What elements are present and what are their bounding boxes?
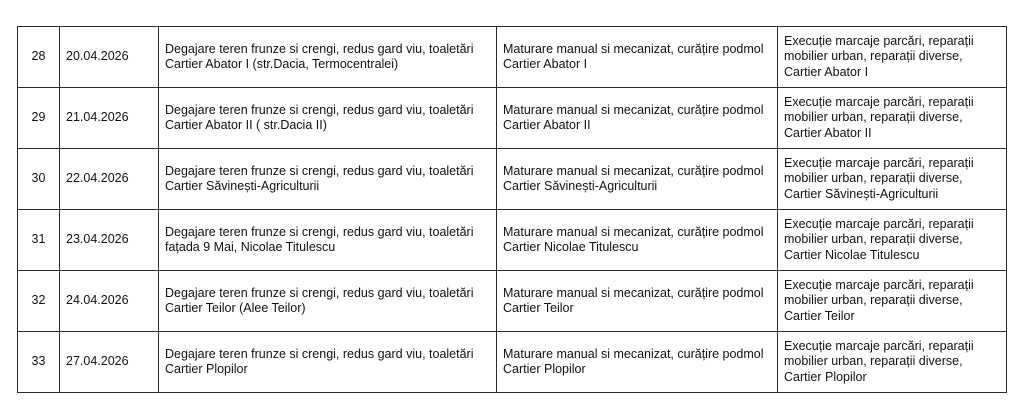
sweeping-task-line: Cartier Abator I — [503, 57, 588, 71]
sweeping-task-line: Cartier Nicolae Titulescu — [503, 240, 639, 254]
repairs-task-line: Execuție marcaje parcări, reparații — [784, 155, 974, 170]
sweeping-task-line: Maturare manual si mecanizat, curățire podmol — [503, 224, 764, 239]
sweeping-task-cell — [497, 27, 778, 88]
vegetation-task-line: Degajare teren frunze si crengi, redus gard viu, toaletări — [165, 102, 474, 117]
row-number-cell: 31 — [18, 210, 60, 271]
repairs-task-cell — [778, 271, 1007, 332]
table-row — [18, 332, 1007, 393]
schedule-table — [17, 26, 1007, 393]
date-cell: 20.04.2026 — [60, 27, 159, 88]
sweeping-task-line: Maturare manual si mecanizat, curățire podmol — [503, 285, 764, 300]
date-cell: 23.04.2026 — [60, 210, 159, 271]
vegetation-task-line: Cartier Abator II ( str.Dacia II) — [165, 118, 327, 132]
vegetation-task-cell — [159, 27, 497, 88]
sweeping-task-cell — [497, 332, 778, 393]
repairs-task-line: Execuție marcaje parcări, reparații — [784, 277, 974, 292]
vegetation-task-cell — [159, 271, 497, 332]
repairs-task-line: Execuție marcaje parcări, reparații — [784, 94, 974, 109]
row-number-cell: 33 — [18, 332, 60, 393]
vegetation-task-line: Degajare teren frunze si crengi, redus gard viu, toaletări — [165, 346, 474, 361]
vegetation-task-line: Degajare teren frunze si crengi, redus gard viu, toaletări — [165, 285, 474, 300]
repairs-task-line: Cartier Abator II — [784, 125, 872, 140]
repairs-task-line: Execuție marcaje parcări, reparații — [784, 216, 974, 231]
repairs-task-cell — [778, 88, 1007, 149]
repairs-task-cell — [778, 332, 1007, 393]
date-cell: 22.04.2026 — [60, 149, 159, 210]
table-row — [18, 271, 1007, 332]
repairs-task-line: Execuție marcaje parcări, reparații — [784, 338, 974, 353]
vegetation-task-line: Degajare teren frunze si crengi, redus gard viu, toaletări — [165, 224, 474, 239]
vegetation-task-cell — [159, 88, 497, 149]
sweeping-task-line: Maturare manual si mecanizat, curățire podmol — [503, 41, 764, 56]
sweeping-task-line: Maturare manual si mecanizat, curățire podmol — [503, 102, 764, 117]
repairs-task-cell — [778, 27, 1007, 88]
sweeping-task-line: Maturare manual si mecanizat, curățire podmol — [503, 163, 764, 178]
table-row — [18, 27, 1007, 88]
vegetation-task-line: Degajare teren frunze si crengi, redus gard viu, toaletări — [165, 163, 474, 178]
table-row — [18, 88, 1007, 149]
row-number-cell: 29 — [18, 88, 60, 149]
sweeping-task-cell — [497, 149, 778, 210]
repairs-task-cell — [778, 149, 1007, 210]
sweeping-task-line: Maturare manual si mecanizat, curățire podmol — [503, 346, 764, 361]
sweeping-task-line: Cartier Săvinești-Agriculturii — [503, 179, 658, 193]
date-cell: 21.04.2026 — [60, 88, 159, 149]
repairs-task-line: mobilier urban, reparații diverse, — [784, 49, 963, 64]
repairs-task-line: Cartier Săvinești-Agriculturii — [784, 186, 939, 201]
repairs-task-line: mobilier urban, reparații diverse, — [784, 232, 963, 247]
vegetation-task-line: Cartier Plopilor — [165, 362, 248, 376]
vegetation-task-cell — [159, 149, 497, 210]
row-number-cell: 28 — [18, 27, 60, 88]
repairs-task-line: mobilier urban, reparații diverse, — [784, 171, 963, 186]
repairs-task-line: Cartier Teilor — [784, 308, 855, 323]
repairs-task-line: mobilier urban, reparații diverse, — [784, 293, 963, 308]
table-row — [18, 210, 1007, 271]
repairs-task-line: Cartier Nicolae Titulescu — [784, 247, 920, 262]
vegetation-task-line: Cartier Săvinești-Agriculturii — [165, 179, 320, 193]
row-number-cell: 30 — [18, 149, 60, 210]
vegetation-task-cell — [159, 210, 497, 271]
vegetation-task-line: fațada 9 Mai, Nicolae Titulescu — [165, 240, 336, 254]
sweeping-task-line: Cartier Plopilor — [503, 362, 586, 376]
vegetation-task-line: Cartier Teilor (Alee Teilor) — [165, 301, 306, 315]
sweeping-task-cell — [497, 210, 778, 271]
repairs-task-cell — [778, 210, 1007, 271]
sweeping-task-line: Cartier Abator II — [503, 118, 591, 132]
table-row — [18, 149, 1007, 210]
repairs-task-line: mobilier urban, reparații diverse, — [784, 110, 963, 125]
date-cell: 27.04.2026 — [60, 332, 159, 393]
schedule-table-body — [18, 27, 1007, 393]
vegetation-task-line: Cartier Abator I (str.Dacia, Termocentralei) — [165, 57, 399, 71]
sweeping-task-line: Cartier Teilor — [503, 301, 574, 315]
row-number-cell: 32 — [18, 271, 60, 332]
sweeping-task-cell — [497, 88, 778, 149]
repairs-task-line: Cartier Plopilor — [784, 369, 867, 384]
repairs-task-line: Cartier Abator I — [784, 64, 869, 79]
vegetation-task-line: Degajare teren frunze si crengi, redus gard viu, toaletări — [165, 41, 474, 56]
vegetation-task-cell — [159, 332, 497, 393]
repairs-task-line: Execuție marcaje parcări, reparații — [784, 33, 974, 48]
sweeping-task-cell — [497, 271, 778, 332]
date-cell: 24.04.2026 — [60, 271, 159, 332]
repairs-task-line: mobilier urban, reparații diverse, — [784, 354, 963, 369]
